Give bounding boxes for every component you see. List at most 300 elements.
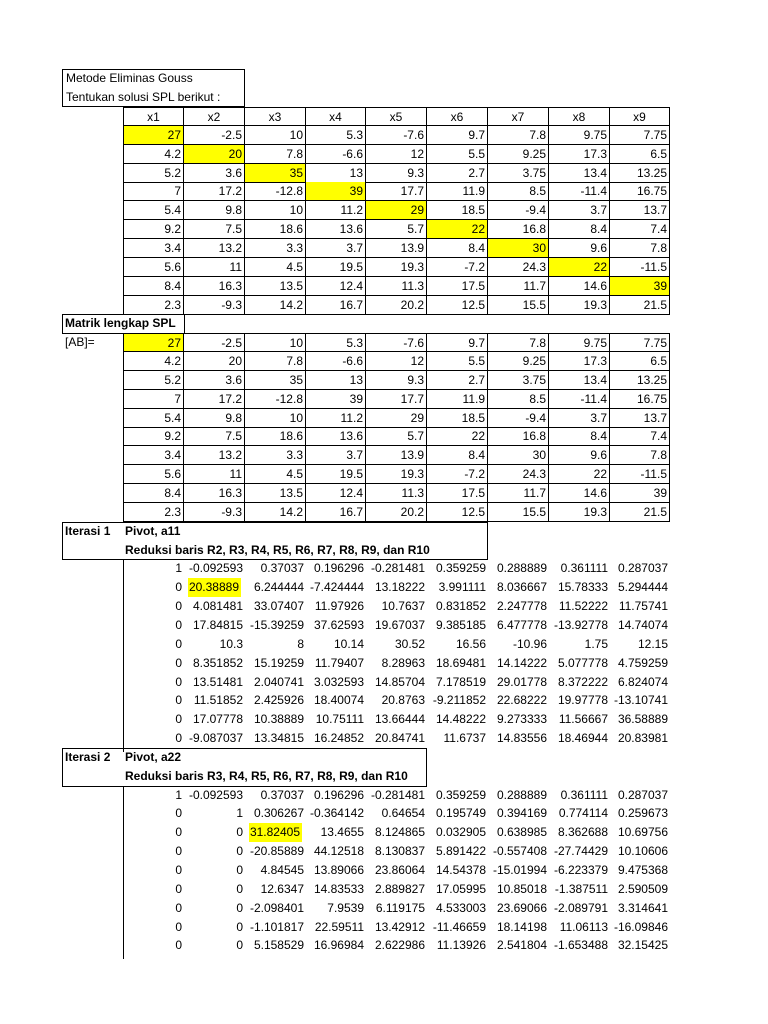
system-cell: 3.6 [184, 164, 245, 183]
iteration-cell: 14.85704 [374, 674, 425, 689]
iteration-cell: 6.477778 [496, 617, 547, 632]
iteration-cell: 11.13926 [436, 938, 486, 953]
iteration-cell: 13.89066 [313, 863, 364, 877]
system-cell: 13.4 [549, 164, 610, 183]
system-cell: 19.3 [549, 296, 610, 315]
augmented-cell: 3.4 [123, 446, 184, 465]
augmented-cell: 13.2 [184, 446, 245, 465]
system-cell: 5.6 [123, 258, 184, 277]
iteration-cell: 3.314641 [617, 900, 668, 915]
iteration-cell: 13.51481 [192, 674, 243, 689]
column-header: x6 [427, 107, 488, 126]
augmented-cell: 7.8 [488, 333, 549, 352]
iteration-cell: 8.351852 [192, 655, 243, 670]
augmented-cell: 11.9 [427, 390, 488, 409]
iteration-cell: 0.306267 [253, 806, 304, 821]
iteration-cell: 0.638985 [496, 825, 547, 840]
iteration-cell: 18.40074 [313, 693, 364, 708]
iteration-cell: 8 [297, 636, 304, 651]
iteration-cell: 8.124865 [374, 825, 425, 840]
column-header: x9 [610, 107, 670, 126]
augmented-cell: 9.2 [123, 427, 184, 446]
iteration-cell: 2.541804 [496, 938, 547, 953]
iteration-cell: 18.46944 [557, 731, 608, 746]
augmented-cell: 3.6 [184, 371, 245, 390]
augmented-cell: 9.25 [488, 352, 549, 371]
iteration-cell: 6.244444 [253, 580, 304, 595]
iteration-cell: 0.195749 [435, 806, 486, 821]
augmented-cell: 18.6 [245, 427, 306, 446]
iteration-cell: 0 [175, 806, 182, 821]
iteration-cell: 12.15 [637, 636, 668, 651]
iteration-cell: 9.273333 [496, 712, 547, 727]
iteration-cell: 0 [236, 863, 243, 877]
system-cell: 5.3 [306, 126, 366, 145]
system-cell: 9.75 [549, 126, 610, 145]
augmented-cell: 16.8 [488, 427, 549, 446]
iteration-cell: 11.6737 [443, 731, 486, 746]
system-cell: 17.5 [427, 277, 488, 296]
augmented-cell: 35 [245, 371, 306, 390]
augmented-cell: 3.7 [549, 409, 610, 428]
iteration-cell: 0 [175, 825, 182, 840]
iteration-cell: 5.158529 [253, 938, 304, 953]
augmented-cell: 11 [184, 465, 245, 484]
augmented-cell: 7.4 [610, 427, 670, 446]
augmented-cell: 4.5 [245, 465, 306, 484]
augmented-cell: 39 [306, 390, 366, 409]
augmented-cell: 17.7 [366, 390, 427, 409]
augmented-cell: -11.4 [549, 390, 610, 409]
augmented-cell: 19.3 [366, 465, 427, 484]
augmented-cell: 5.5 [427, 352, 488, 371]
iteration-cell: 14.14222 [496, 655, 547, 670]
iteration-cell: 17.05995 [435, 881, 486, 896]
iteration-cell: 1.75 [584, 636, 608, 651]
system-cell: 15.5 [488, 296, 549, 315]
augmented-cell: 11.2 [306, 409, 366, 428]
augmented-cell: 5.4 [123, 409, 184, 428]
iteration-cell: 11.52222 [558, 599, 608, 614]
system-cell: 8.4 [123, 277, 184, 296]
iteration-cell: 0 [175, 938, 182, 953]
augmented-cell: -2.5 [184, 333, 245, 352]
iteration-cell: 3.991111 [438, 580, 486, 595]
system-cell: 5.4 [123, 201, 184, 220]
iteration-cell: 0 [175, 655, 182, 670]
system-cell: 35 [245, 164, 306, 183]
iteration-cell: 13.4655 [320, 825, 364, 840]
system-cell: 2.7 [427, 164, 488, 183]
iteration-cell: -15.01994 [492, 863, 547, 877]
augmented-cell: 24.3 [488, 465, 549, 484]
system-cell: 19.3 [366, 258, 427, 277]
iteration-cell: 4.759259 [617, 655, 668, 670]
system-cell: 7 [123, 182, 184, 201]
iteration-cell: 3.032593 [313, 674, 364, 689]
augmented-cell: 8.4 [123, 484, 184, 503]
iteration-cell: 0 [175, 881, 182, 896]
system-cell: 4.2 [123, 145, 184, 164]
system-cell: 27 [123, 126, 184, 145]
iteration-cell: -0.281481 [370, 787, 425, 802]
iteration-cell: -7.424444 [309, 580, 364, 595]
iteration-cell: -1.101817 [249, 919, 304, 934]
iteration-cell: 13.34815 [253, 731, 304, 746]
iteration-cell: 0 [175, 693, 182, 708]
iteration-cell: 33.07407 [253, 599, 304, 614]
system-cell: 39 [306, 182, 366, 201]
iteration-cell: 0.196296 [313, 561, 364, 576]
system-cell: -9.4 [488, 201, 549, 220]
iteration-cell: 0.288889 [496, 561, 547, 576]
system-cell: 4.5 [245, 258, 306, 277]
system-cell: -7.6 [366, 126, 427, 145]
augmented-cell: 19.5 [306, 465, 366, 484]
iteration-cell: 0.64654 [381, 806, 425, 821]
iteration-cell: 0.359259 [435, 561, 486, 576]
iteration-cell: 0 [236, 881, 243, 896]
iteration-cell: -9.211852 [432, 693, 486, 708]
augmented-cell: 12 [366, 352, 427, 371]
system-cell: 16.7 [306, 296, 366, 315]
iteration-cell: -0.092593 [188, 787, 243, 802]
system-cell: 3.7 [306, 239, 366, 258]
system-cell: 5.5 [427, 145, 488, 164]
augmented-cell: 19.3 [549, 503, 610, 522]
iteration-cell: 16.56 [455, 636, 486, 651]
iteration-cell: 2.040741 [253, 674, 304, 689]
system-cell: 8.4 [549, 220, 610, 239]
iteration-cell: 8.130837 [374, 844, 425, 859]
iteration-cell: 0.37037 [260, 561, 304, 576]
augmented-cell: 17.2 [184, 390, 245, 409]
augmented-cell: 16.7 [306, 503, 366, 522]
iteration-cell: 44.12518 [313, 844, 364, 859]
augmented-cell: 29 [366, 409, 427, 428]
column-header: x8 [549, 107, 610, 126]
iteration-cell: -0.281481 [370, 561, 425, 576]
iteration-cell: 15.78333 [557, 580, 608, 595]
system-cell: -7.2 [427, 258, 488, 277]
iteration-cell: 0.032905 [435, 825, 486, 840]
augmented-cell: 30 [488, 446, 549, 465]
iteration-cell: 11.51852 [193, 693, 243, 708]
iteration-cell: 0 [175, 731, 182, 746]
iteration-cell: 1 [175, 787, 182, 802]
augmented-cell: 11.3 [366, 484, 427, 503]
augmented-cell: 20 [184, 352, 245, 371]
system-cell: 9.8 [184, 201, 245, 220]
augmented-cell: -9.4 [488, 409, 549, 428]
augmented-cell: 8.4 [427, 446, 488, 465]
iteration-cell: -0.364142 [309, 806, 364, 821]
iteration-cell: 0.394169 [496, 806, 547, 821]
column-header: x5 [366, 107, 427, 126]
title-line: Tentukan solusi SPL berikut : [66, 89, 221, 104]
iteration-cell: 0.259673 [617, 806, 668, 821]
iteration-cell: 29.01778 [496, 674, 547, 689]
iteration-cell: 13.18222 [374, 580, 425, 595]
system-cell: 7.8 [488, 126, 549, 145]
iteration-cell: -11.46659 [432, 919, 486, 934]
iteration-cell: 14.54378 [435, 863, 486, 877]
system-cell: 14.6 [549, 277, 610, 296]
system-cell: 9.7 [427, 126, 488, 145]
iteration-cell: -13.92778 [553, 617, 608, 632]
column-header: x1 [123, 107, 184, 126]
iteration-cell: 16.24852 [313, 731, 364, 746]
pivot-label: Pivot, a22 [125, 749, 182, 764]
iteration-cell: 8.036667 [496, 580, 547, 595]
iteration-cell: 23.86064 [374, 863, 425, 877]
iteration-cell: 10.3 [219, 636, 243, 651]
system-cell: 7.8 [245, 145, 306, 164]
augmented-cell: 12.4 [306, 484, 366, 503]
system-cell: -11.5 [610, 258, 670, 277]
iteration-cell: 37.62593 [313, 617, 364, 632]
iteration-cell: -0.092593 [188, 561, 243, 576]
iteration-cell: 14.83556 [496, 731, 547, 746]
iteration-cell: 0.288889 [496, 787, 547, 802]
system-cell: 8.4 [427, 239, 488, 258]
system-cell: -12.8 [245, 182, 306, 201]
augmented-cell: 18.5 [427, 409, 488, 428]
system-cell: 13.7 [610, 201, 670, 220]
augmented-cell: 13.6 [306, 427, 366, 446]
column-header: x3 [245, 107, 306, 126]
augmented-cell: 13 [306, 371, 366, 390]
iteration-cell: 0.359259 [435, 787, 486, 802]
iteration-cell: 10.7637 [381, 599, 425, 614]
augmented-cell: -7.2 [427, 465, 488, 484]
augmented-cell: 13.5 [245, 484, 306, 503]
system-cell: 22 [549, 258, 610, 277]
system-cell: 13.6 [306, 220, 366, 239]
iteration-cell: -0.557408 [492, 844, 547, 859]
augmented-cell: 10 [245, 409, 306, 428]
iteration-cell: 0.361111 [560, 787, 608, 802]
augmented-cell: 3.3 [245, 446, 306, 465]
system-cell: 2.3 [123, 296, 184, 315]
augmented-cell: 5.6 [123, 465, 184, 484]
iteration-cell: -2.089791 [553, 900, 608, 915]
iteration-cell: -1.387511 [554, 881, 608, 896]
iteration-cell: -20.85889 [249, 844, 304, 859]
iteration-cell: 6.119175 [375, 900, 425, 915]
iteration-cell: 17.07778 [192, 712, 243, 727]
iteration-cell: 4.533003 [435, 900, 486, 915]
iteration-cell: -6.223379 [553, 863, 608, 877]
system-cell: 5.2 [123, 164, 184, 183]
iteration-cell: 20.38889 [188, 578, 241, 597]
system-cell: 7.8 [610, 239, 670, 258]
augmented-cell: 15.5 [488, 503, 549, 522]
system-cell: 11.9 [427, 182, 488, 201]
system-cell: 39 [610, 277, 670, 296]
iteration-cell: 11.79407 [314, 655, 364, 670]
iteration-cell: 0.196296 [313, 787, 364, 802]
system-cell: 12 [366, 145, 427, 164]
system-cell: 17.2 [184, 182, 245, 201]
augmented-cell: 10 [245, 333, 306, 352]
system-cell: 3.3 [245, 239, 306, 258]
system-cell: 22 [427, 220, 488, 239]
system-cell: 3.4 [123, 239, 184, 258]
augmented-cell: 39 [610, 484, 670, 503]
augmented-cell: 2.7 [427, 371, 488, 390]
iteration-cell: 19.67037 [374, 617, 425, 632]
augmented-cell: -12.8 [245, 390, 306, 409]
system-cell: 9.2 [123, 220, 184, 239]
iteration-cell: 22.68222 [496, 693, 547, 708]
iteration-cell: 5.891422 [435, 844, 486, 859]
augmented-cell: 14.2 [245, 503, 306, 522]
system-cell: 7.75 [610, 126, 670, 145]
iteration-cell: 11.75741 [618, 599, 668, 614]
augmented-cell: -9.3 [184, 503, 245, 522]
augmented-cell: -11.5 [610, 465, 670, 484]
iteration-cell: 0 [175, 844, 182, 859]
iteration-cell: 6.824074 [617, 674, 668, 689]
iteration-cell: 7.9539 [327, 900, 364, 915]
iteration-cell: 0 [175, 636, 182, 651]
iteration-cell: 0 [175, 617, 182, 632]
system-cell: 5.7 [366, 220, 427, 239]
reduction-label: Reduksi baris R3, R4, R5, R6, R7, R8, R9, dan R10 [125, 768, 408, 783]
iteration-cell: 32.15425 [617, 938, 668, 953]
iteration-cell: 20.83981 [617, 731, 668, 746]
iteration-cell: 1 [236, 806, 243, 821]
augmented-cell: 13.25 [610, 371, 670, 390]
iteration-cell: 8.372222 [557, 674, 608, 689]
iteration-cell: 13.66444 [374, 712, 425, 727]
system-cell: 10 [245, 201, 306, 220]
augmented-cell: 7.8 [610, 446, 670, 465]
iteration-cell: 20.8763 [381, 693, 425, 708]
iteration-cell: 0 [236, 919, 243, 934]
system-cell: 20 [184, 145, 245, 164]
system-cell: 13.25 [610, 164, 670, 183]
system-cell: 19.5 [306, 258, 366, 277]
iteration-cell: 0.361111 [560, 561, 608, 576]
iteration-cell: 0.287037 [617, 561, 668, 576]
augmented-cell: 14.6 [549, 484, 610, 503]
system-cell: 18.6 [245, 220, 306, 239]
iteration-cell: 0 [236, 825, 243, 840]
system-cell: 9.3 [366, 164, 427, 183]
augmented-cell: 27 [123, 333, 184, 352]
iteration-cell: 11.06113 [559, 919, 608, 934]
system-cell: 9.6 [549, 239, 610, 258]
iteration-cell: 0 [175, 919, 182, 934]
iteration-cell: 14.83533 [313, 881, 364, 896]
iteration-cell: 11.97926 [314, 599, 364, 614]
iteration-cell: 0 [236, 938, 243, 953]
augmented-cell: 22 [549, 465, 610, 484]
iteration-cell: 7.178519 [435, 674, 486, 689]
iteration-cell: 2.425926 [253, 693, 304, 708]
system-cell: 7.4 [610, 220, 670, 239]
augmented-cell: 4.2 [123, 352, 184, 371]
system-cell: 24.3 [488, 258, 549, 277]
augmented-cell: 7.75 [610, 333, 670, 352]
system-cell: 16.8 [488, 220, 549, 239]
augmented-cell: 13.7 [610, 409, 670, 428]
iteration-cell: 10.75111 [315, 712, 364, 727]
iteration-cell: 11.56667 [558, 712, 608, 727]
augmented-cell: 9.3 [366, 371, 427, 390]
iteration-cell: 0 [175, 599, 182, 614]
system-cell: 30 [488, 239, 549, 258]
iteration-cell: 8.28963 [381, 655, 425, 670]
system-cell: 11 [184, 258, 245, 277]
augmented-cell: 3.75 [488, 371, 549, 390]
system-cell: 13.2 [184, 239, 245, 258]
iteration-cell: -10.96 [512, 636, 547, 651]
system-cell: 11.2 [306, 201, 366, 220]
iteration-cell: -1.653488 [553, 938, 608, 953]
system-cell: 16.3 [184, 277, 245, 296]
system-cell: 12.4 [306, 277, 366, 296]
system-cell: 20.2 [366, 296, 427, 315]
iteration-cell: 18.14198 [496, 919, 547, 934]
iteration-cell: 0 [175, 674, 182, 689]
augmented-cell: 8.4 [549, 427, 610, 446]
iteration-cell: 13.42912 [374, 919, 425, 934]
iteration-cell: 36.58889 [617, 712, 668, 727]
system-cell: 6.5 [610, 145, 670, 164]
iteration-cell: 0 [175, 712, 182, 727]
iteration-cell: 23.69066 [496, 900, 547, 915]
augmented-cell: 8.5 [488, 390, 549, 409]
iteration-label: Iterasi 2 [65, 749, 111, 764]
iteration-cell: -16.09846 [613, 919, 668, 934]
iteration-cell: -27.74429 [553, 844, 608, 859]
system-cell: -9.3 [184, 296, 245, 315]
iteration-cell: 0.831852 [435, 599, 486, 614]
augmented-cell: 12.5 [427, 503, 488, 522]
iteration-cell: -15.39259 [249, 617, 304, 632]
augmented-cell: 7 [123, 390, 184, 409]
column-header: x4 [306, 107, 366, 126]
system-cell: -6.6 [306, 145, 366, 164]
augmented-cell: 5.7 [366, 427, 427, 446]
system-cell: 10 [245, 126, 306, 145]
iteration-cell: 0 [236, 900, 243, 915]
system-cell: 17.7 [366, 182, 427, 201]
iteration-cell: 22.59511 [314, 919, 364, 934]
iteration-cell: 31.82405 [249, 823, 302, 842]
augmented-cell: 7.5 [184, 427, 245, 446]
iteration-cell: 30.52 [394, 636, 425, 651]
iteration-cell: 2.590509 [617, 881, 668, 896]
augmented-cell: -7.6 [366, 333, 427, 352]
augmented-row-label: [AB]= [65, 335, 95, 350]
iteration-cell: 0.774114 [558, 806, 608, 821]
iteration-cell: 0 [175, 863, 182, 877]
iteration-cell: 20.84741 [374, 731, 425, 746]
system-cell: 7.5 [184, 220, 245, 239]
iteration-cell: 2.247778 [496, 599, 547, 614]
iteration-cell: 0 [175, 900, 182, 915]
augmented-cell: 5.2 [123, 371, 184, 390]
iteration-cell: -9.087037 [188, 731, 243, 746]
augmented-cell: 3.7 [306, 446, 366, 465]
iteration-label: Iterasi 1 [65, 523, 111, 538]
augmented-cell: 9.75 [549, 333, 610, 352]
iteration-cell: 5.077778 [557, 655, 608, 670]
